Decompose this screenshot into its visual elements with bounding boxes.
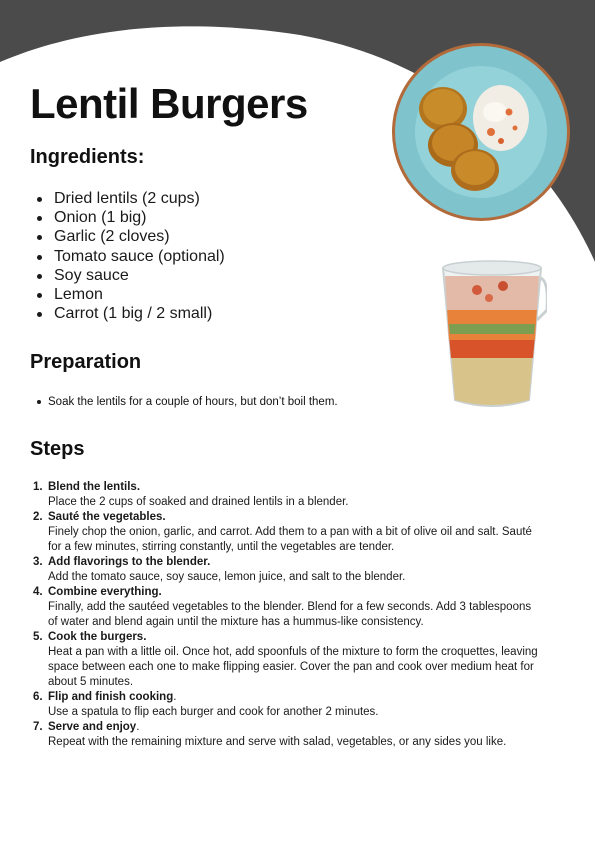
step-description: Place the 2 cups of soaked and drained lentils in a blender. — [48, 496, 349, 508]
step-number: 6. — [33, 691, 43, 703]
step-title-suffix: . — [173, 691, 177, 703]
step-title: Combine everything. — [48, 586, 162, 598]
ingredient-item: Onion (1 big) — [35, 208, 225, 227]
step-item — [33, 510, 543, 555]
step-description: Finely chop the onion, garlic, and carrot. Add them to a pan with a bit of olive oil and salt. Sauté for a few minutes, stirring constantly, until the vegetables are tender. — [48, 526, 532, 553]
step-number: 1. — [33, 481, 43, 493]
step-title: Sauté the vegetables. — [48, 511, 166, 523]
page-title: Lentil Burgers — [30, 80, 308, 127]
ingredients-heading: Ingredients: — [30, 146, 145, 168]
blender-jar-photo — [437, 250, 547, 415]
preparation-list — [35, 395, 338, 409]
step-number: 2. — [33, 511, 43, 523]
step-item — [33, 480, 543, 510]
step-number: 7. — [33, 721, 43, 733]
step-description: Repeat with the remaining mixture and serve with salad, vegetables, or any sides you like. — [48, 736, 507, 748]
step-number: 3. — [33, 556, 43, 568]
step-item — [33, 690, 543, 720]
ingredient-item: Soy sauce — [35, 266, 225, 285]
steps-heading: Steps — [30, 438, 85, 460]
plate-of-lentil-burgers-photo — [391, 42, 571, 222]
step-item — [33, 555, 543, 585]
ingredient-item: Carrot (1 big / 2 small) — [35, 304, 225, 323]
step-title: Add flavorings to the blender. — [48, 556, 211, 568]
step-title: Blend the lentils. — [48, 481, 141, 493]
step-number: 4. — [33, 586, 43, 598]
step-number: 5. — [33, 631, 43, 643]
steps-list — [33, 480, 543, 750]
step-description: Add the tomato sauce, soy sauce, lemon juice, and salt to the blender. — [48, 571, 406, 583]
step-item — [33, 630, 543, 690]
ingredients-list — [35, 189, 225, 323]
ingredient-item: Garlic (2 cloves) — [35, 227, 225, 246]
step-title: Flip and finish cooking — [48, 691, 174, 703]
step-title: Cook the burgers. — [48, 631, 147, 643]
ingredient-item: Lemon — [35, 285, 225, 304]
step-description: Finally, add the sautéed vegetables to the blender. Blend for a few seconds. Add 3 tablespoons of water and blend again until the mixture has a hummus-like consistency. — [48, 601, 532, 628]
step-description: Heat a pan with a little oil. Once hot, add spoonfuls of the mixture to form the croquettes, leaving space between each one to make flipping easier. Cover the pan and cook over medium heat for about 5 minutes. — [48, 646, 538, 688]
ingredient-item: Dried lentils (2 cups) — [35, 189, 225, 208]
step-item — [33, 720, 543, 750]
rice-side — [473, 85, 529, 151]
ingredient-item: Tomato sauce (optional) — [35, 247, 225, 266]
step-title: Serve and enjoy — [48, 721, 137, 733]
step-description: Use a spatula to flip each burger and cook for another 2 minutes. — [48, 706, 379, 718]
preparation-item: Soak the lentils for a couple of hours, but don’t boil them. — [35, 395, 338, 409]
step-title-suffix: . — [136, 721, 140, 733]
preparation-heading: Preparation — [30, 351, 142, 373]
step-item — [33, 585, 543, 630]
